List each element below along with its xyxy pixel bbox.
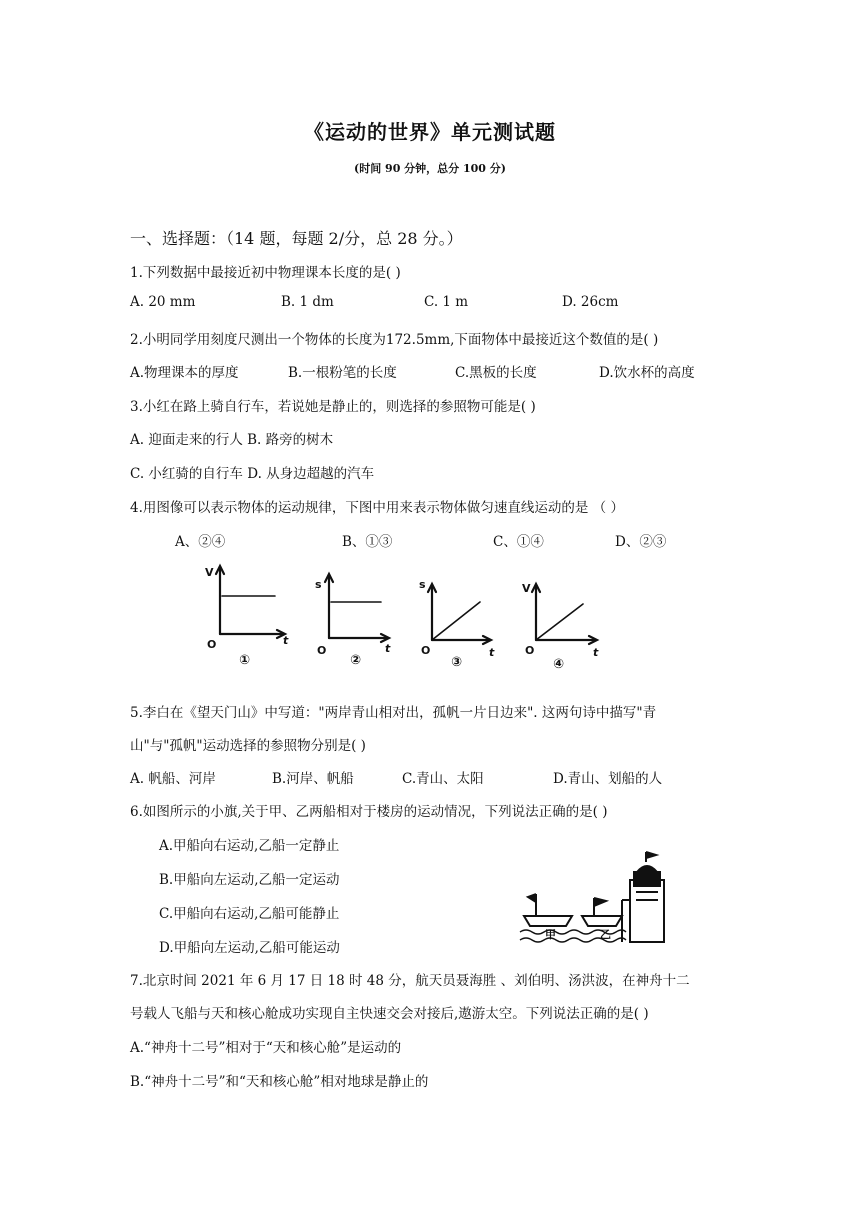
graph-3-ylabel: s	[419, 578, 426, 591]
q6-option-a: A.甲船向右运动,乙船一定静止	[159, 838, 340, 854]
q2-option-c: C.黑板的长度	[455, 365, 537, 381]
q5-option-d: D.青山、划船的人	[553, 771, 663, 787]
graph-4-number: ④	[553, 657, 565, 672]
q1-option-b: B. 1 dm	[281, 294, 334, 310]
graph-2-ylabel: s	[315, 578, 322, 591]
graph-4-xlabel: t	[593, 646, 599, 659]
graph-1-xlabel: t	[283, 634, 289, 647]
boat-jia-label: 甲	[545, 928, 556, 941]
q5-option-c: C.青山、太阳	[402, 771, 484, 787]
question-3-stem: 3.小红在路上骑自行车，若说她是静止的，则选择的参照物可能是( )	[130, 399, 536, 415]
page-subtitle: (时间 90 分钟，总分 100 分)	[354, 162, 506, 175]
question-5-stem-line-2: 山"与"孤帆"运动选择的参照物分别是( )	[130, 738, 366, 754]
question-7-stem-line-1: 7.北京时间 2021 年 6 月 17 日 18 时 48 分，航天员聂海胜 、刘伯明、汤洪波，在神舟十二	[130, 973, 690, 989]
graph-3-origin: O	[421, 644, 431, 657]
page-title: 《运动的世界》单元测试题	[304, 120, 556, 144]
question-5-stem-line-1: 5.李白在《望天门山》中写道："两岸青山相对出，孤帆一片日边来". 这两句诗中描写"青	[130, 705, 657, 721]
q1-option-c: C. 1 m	[424, 294, 469, 310]
graph-1-number: ①	[239, 653, 251, 668]
question-7-stem-line-2: 号载人飞船与天和核心舱成功实现自主快速交会对接后,遨游太空。下列说法正确的是( )	[130, 1006, 649, 1022]
boats-building-figure	[518, 850, 668, 950]
q2-option-b: B.一根粉笔的长度	[288, 365, 397, 381]
q7-option-a: A.“神舟十二号”相对于“天和核心舱”是运动的	[130, 1040, 402, 1056]
graph-4-origin: O	[525, 644, 535, 657]
q7-option-b: B.“神舟十二号”和“天和核心舱”相对地球是静止的	[130, 1074, 429, 1090]
graph-2-number: ②	[350, 653, 362, 668]
question-6-stem: 6.如图所示的小旗,关于甲、乙两船相对于楼房的运动情况，下列说法正确的是( )	[130, 804, 608, 820]
boat-yi-label: 乙	[600, 928, 611, 941]
q1-option-a: A. 20 mm	[130, 294, 196, 310]
graph-3-number: ③	[451, 655, 463, 670]
q6-option-b: B.甲船向左运动,乙船一定运动	[159, 872, 340, 888]
q3-options-line-1: A. 迎面走来的行人 B. 路旁的树木	[130, 432, 334, 448]
graph-2-xlabel: t	[385, 642, 391, 655]
q5-option-a: A. 帆船、河岸	[130, 771, 216, 787]
question-1-stem: 1.下列数据中最接近初中物理课本长度的是( )	[130, 265, 401, 281]
q1-option-d: D. 26cm	[562, 294, 619, 310]
q4-option-b: B、①③	[342, 534, 393, 550]
motion-graphs-figure	[195, 560, 615, 675]
q6-option-c: C.甲船向右运动,乙船可能静止	[159, 906, 340, 922]
graph-2-origin: O	[317, 644, 327, 657]
q5-option-b: B.河岸、帆船	[272, 771, 354, 787]
graph-1	[216, 566, 285, 638]
q4-option-d: D、②③	[615, 534, 667, 550]
graph-2	[325, 574, 389, 642]
q4-option-a: A、②④	[175, 534, 226, 550]
q4-option-c: C、①④	[493, 534, 544, 550]
q2-option-d: D.饮水杯的高度	[599, 365, 695, 381]
graph-4	[532, 584, 597, 644]
q6-option-d: D.甲船向左运动,乙船可能运动	[159, 940, 340, 956]
graph-1-ylabel: V	[205, 566, 214, 579]
question-2-stem: 2.小明同学用刻度尺测出一个物体的长度为172.5mm,下面物体中最接近这个数值的是( )	[130, 332, 659, 348]
graph-1-origin: O	[207, 638, 217, 651]
section-heading: 一、选择题：（14 题，每题 2/分，总 28 分。）	[130, 229, 463, 248]
q3-options-line-2: C. 小红骑的自行车 D. 从身边超越的汽车	[130, 466, 375, 482]
graph-3-xlabel: t	[489, 646, 495, 659]
graph-3	[428, 584, 491, 644]
q2-option-a: A.物理课本的厚度	[130, 365, 239, 381]
graph-4-ylabel: V	[522, 582, 531, 595]
question-4-stem: 4.用图像可以表示物体的运动规律，下图中用来表示物体做匀速直线运动的是 （ ）	[130, 500, 624, 516]
